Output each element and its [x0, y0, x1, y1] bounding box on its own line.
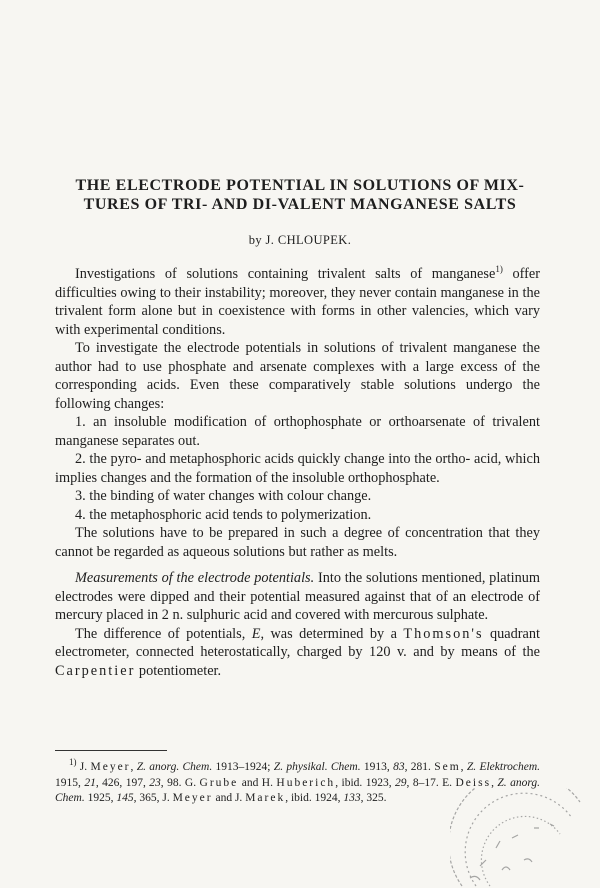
footnote-run: Z. Elektrochem.	[466, 761, 541, 773]
footnote-mark: 1)	[69, 757, 77, 768]
footnote-run: J.	[76, 761, 91, 773]
footnote-run: Meyer	[172, 792, 213, 804]
footnote-run: 1913,	[360, 761, 394, 773]
footnote-run: Deiss	[455, 776, 492, 789]
footnote-run: , 281.	[404, 761, 435, 773]
footnote-ref: 1)	[495, 264, 503, 275]
footnote-run: 21	[84, 776, 96, 789]
footnote-run: Z. physikal. Chem.	[273, 761, 361, 773]
list-item-4: 4. the metaphosphoric acid tends to polymerization.	[75, 506, 372, 523]
author-byline: by J. CHLOUPEK.	[248, 233, 352, 247]
list-item-1: 1. an insoluble modification of orthophosphate or orthoarsenate of trivalent manganese separates out.	[55, 414, 540, 449]
footnote-run: Meyer	[90, 761, 131, 773]
name-carpentier: Carpentier	[55, 662, 136, 679]
footnote-run: , 8–17. E.	[406, 776, 456, 789]
footnote-run: 29	[395, 776, 407, 789]
title-line-2: TURES OF TRI- AND DI-VALENT MANGANESE SALTS	[83, 196, 517, 213]
footnote-run: 145	[116, 792, 134, 804]
footnote-run: , 98. G.	[160, 776, 200, 789]
article-title	[60, 176, 540, 214]
footnote-run: 23	[149, 776, 161, 789]
footnote-run: ,	[130, 761, 137, 773]
footnote-run: ,	[460, 761, 467, 773]
name-thomson: Thomson's	[403, 625, 484, 642]
paragraph-potentials: The difference of potentials, E, was determined by a Thomson's quadrant electrometer, connected heterostatically, charged by 120 v. and by means of the Carpentier potentiometer.	[55, 625, 540, 679]
title-line-1: THE ELECTRODE POTENTIAL IN SOLUTIONS OF MIX-	[75, 177, 525, 194]
footnote-run: Grube	[199, 776, 239, 789]
footnote-run: , 325.	[360, 792, 387, 804]
paragraph-melts: The solutions have to be prepared in such a degree of concentration that they cannot be regarded as aqueous solutions but rather as melts.	[55, 525, 540, 560]
footnote-run: Z. anorg. Chem.	[55, 776, 541, 804]
library-stamp-icon	[450, 788, 590, 888]
footnote-run: 1913–1924;	[212, 761, 274, 773]
paragraph-intro: Investigations of solutions containing trivalent salts of manganese$^{1)}$ offer difficulties owing to their instability; moreover, they never contain manganese in the trivalent form alone but in coexistence with forms in other valencies, which vary with experimental conditions.	[55, 264, 541, 338]
footnote-run: 1925,	[84, 792, 117, 804]
footnote-run: and J.	[212, 792, 246, 804]
article-body	[55, 265, 540, 680]
footnote-run: Huberich	[276, 776, 336, 789]
paragraph-measurements: Measurements of the electrode potentials. Into the solutions mentioned, platinum electrodes were dipped and their potential measured against that of an electrode of mercury placed in 2 n. sulphuric acid and covered with mercurous sulphate.	[55, 570, 541, 623]
list-item-2: 2. the pyro- and metaphosphoric acids quickly change into the ortho- acid, which implies changes and the formation of the insoluble orthophosphate.	[55, 451, 540, 486]
section-heading: Measurements of the electrode potentials.	[75, 570, 315, 586]
footnote-run: and H.	[238, 776, 277, 789]
footnote-run: 133	[343, 792, 361, 804]
paragraph-method: To investigate the electrode potentials in solutions of trivalent manganese the author had to use phosphate and arsenate complexes with a large excess of the corresponding acids. Even these comparatively stable solutions undergo the following changes:	[55, 340, 540, 412]
footnote-run: , 426, 197,	[95, 776, 150, 789]
variable-e: E	[251, 625, 261, 642]
footnote-run: 1915,	[55, 776, 85, 789]
footnote-run: 83	[393, 761, 405, 773]
footnote-run: ,	[491, 776, 498, 789]
footnote-run: Marek	[245, 792, 286, 804]
footnote-rule	[55, 750, 167, 751]
footnote-run: , ibid. 1924,	[285, 792, 344, 804]
footnote-run: Z. anorg. Chem.	[136, 761, 213, 773]
footnote-run: Sem	[434, 761, 461, 773]
footnote-run: , 365, J.	[133, 792, 173, 804]
footnote-run: , ibid. 1923,	[335, 776, 396, 789]
list-item-3: 3. the binding of water changes with colour change.	[75, 488, 372, 504]
